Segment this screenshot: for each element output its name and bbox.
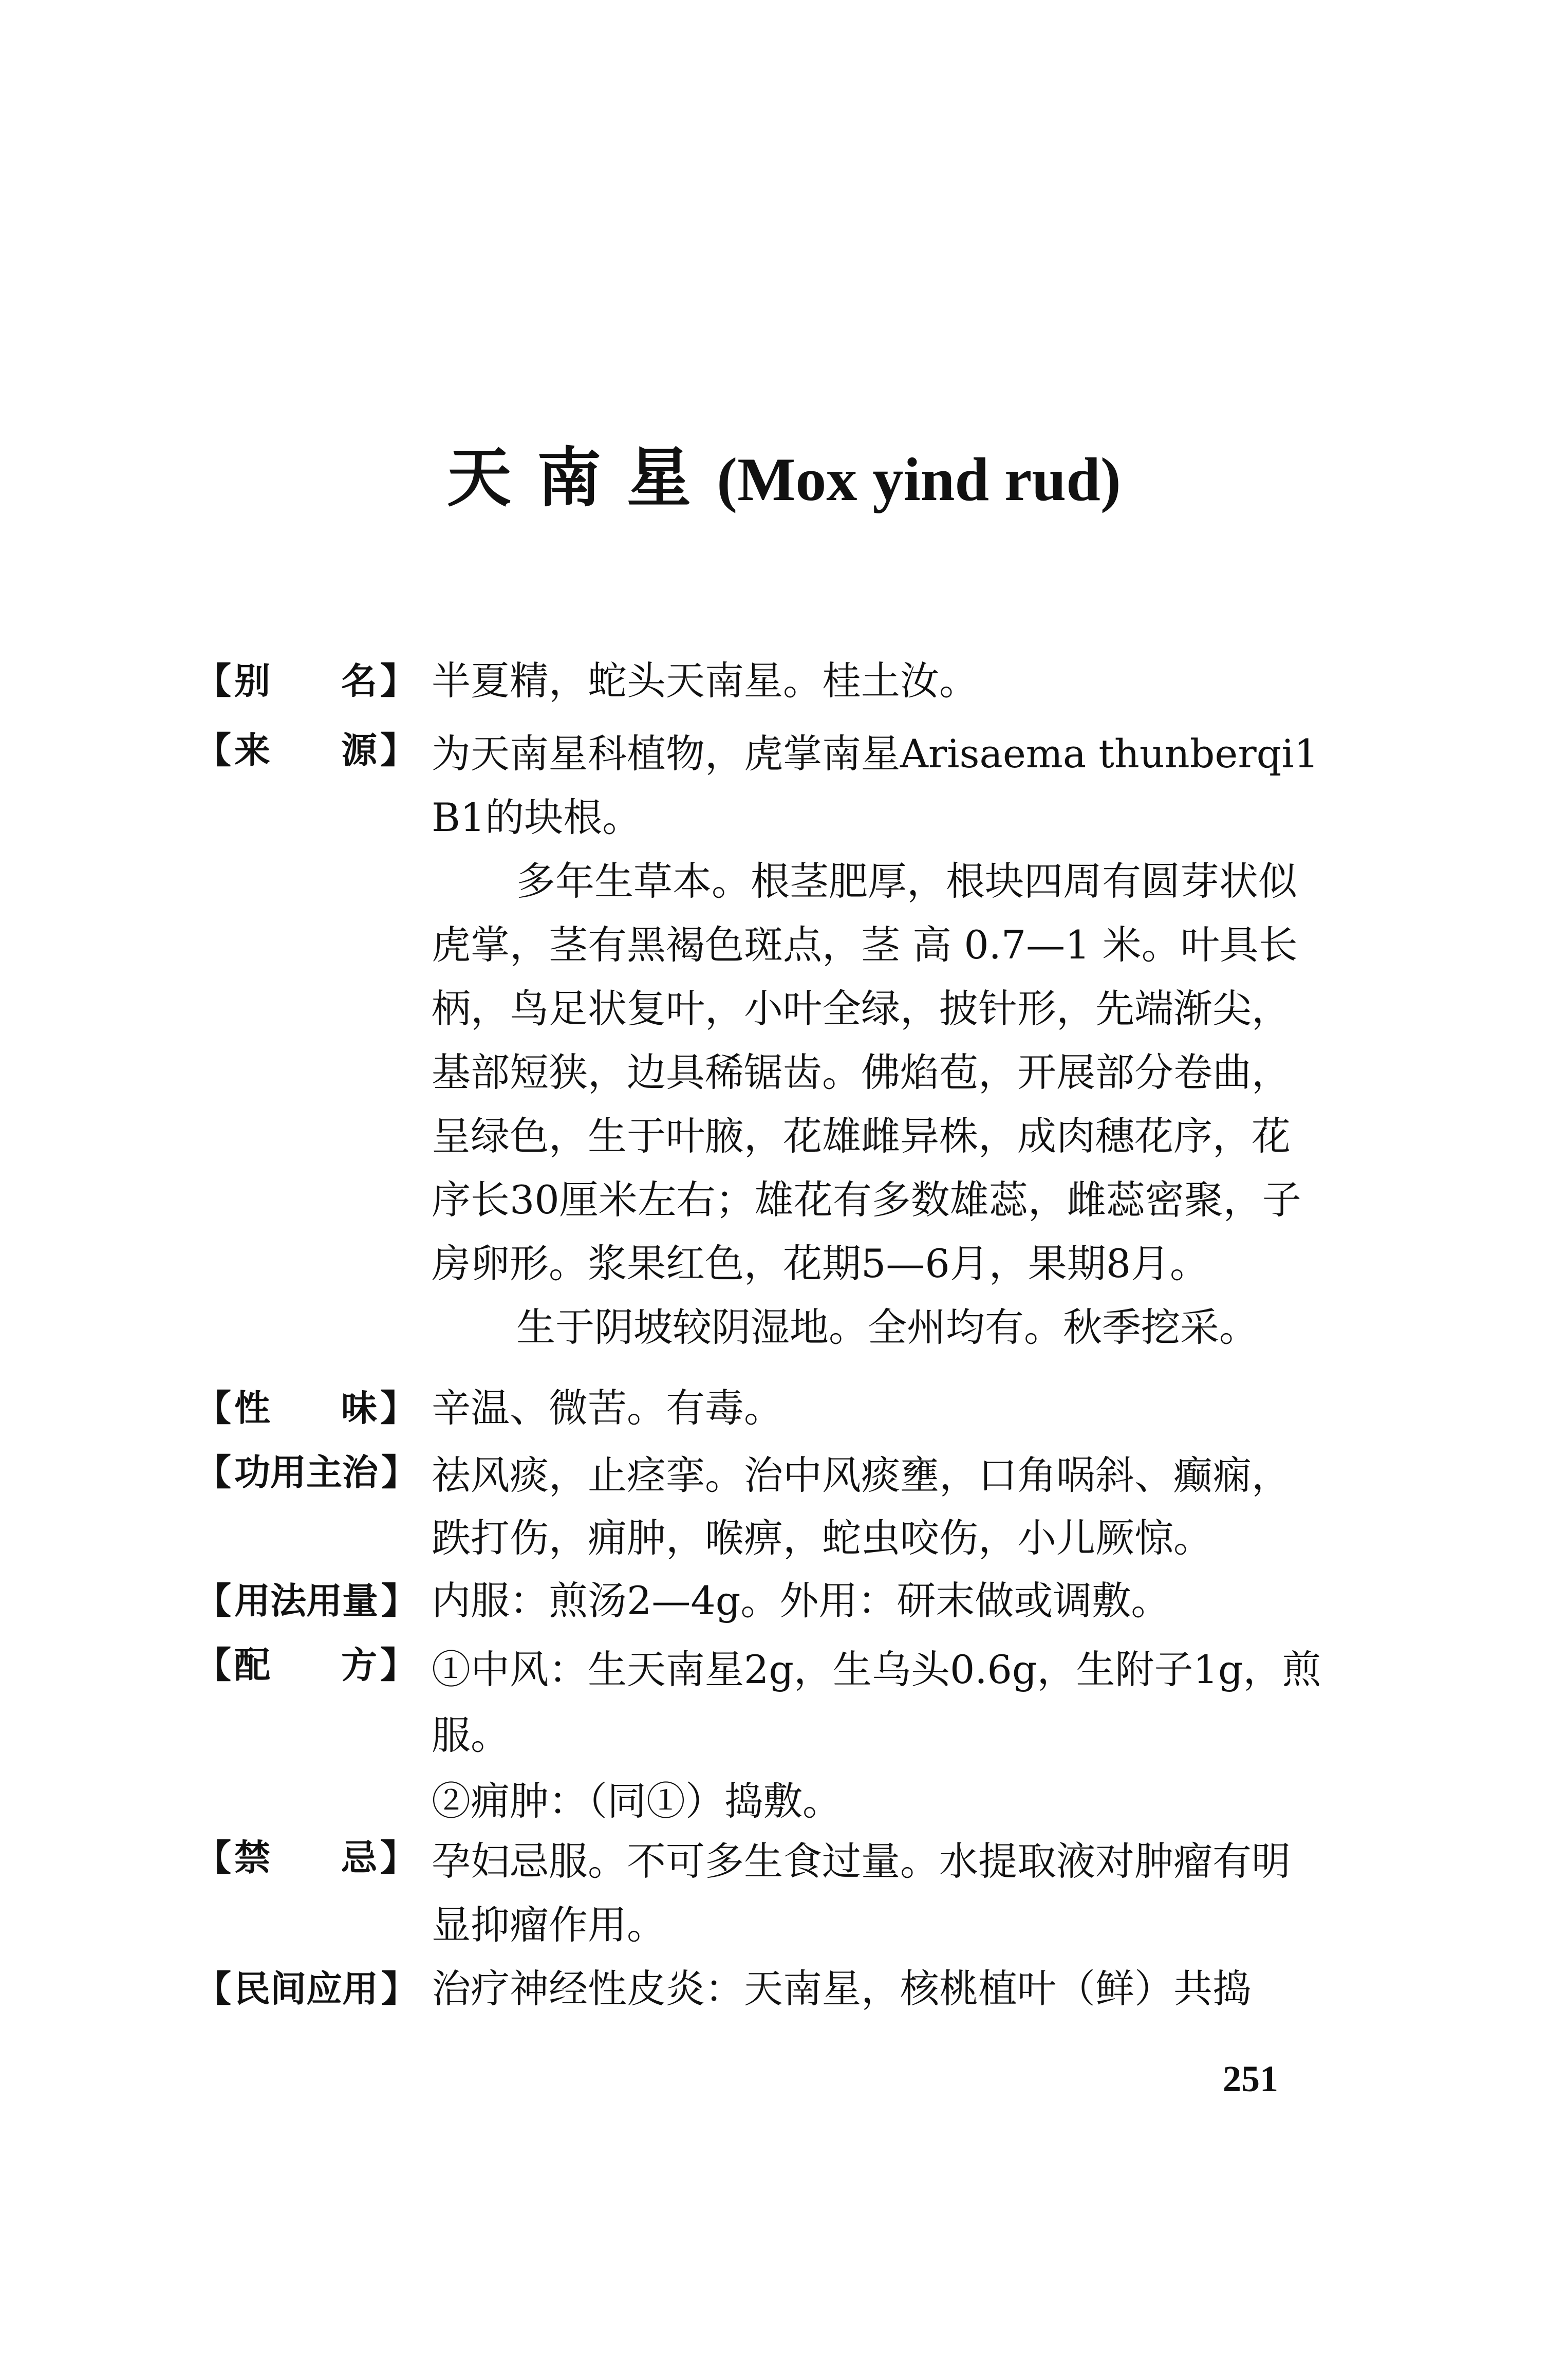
page-number: 251 — [1223, 2058, 1278, 2099]
entry-label: 【 功 用 主 治 】 — [195, 1451, 417, 1493]
entry-label: 【 配 方 】 — [195, 1644, 416, 1686]
text-line: 呈绿色，生于叶腋，花雄雌异株，成肉穗花序，花 — [432, 1113, 1291, 1159]
entry-body — [432, 1380, 1408, 1436]
text-line: 柄，鸟足状复叶，小叶全绿，披针形，先端渐尖， — [432, 986, 1291, 1031]
entry-body — [432, 1444, 1408, 1570]
entry-body — [432, 1637, 1408, 1834]
text-line: 祛风痰，止痉挛。治中风痰壅，口角㖞斜、癫痫， — [432, 1452, 1291, 1498]
text-line: 为天南星科植物，虎掌南星Arisaema thunberqi1 — [432, 731, 1319, 777]
text-line: 服。 — [432, 1712, 510, 1758]
text-line: 跌打伤，痈肿，喉痹，蛇虫咬伤，小儿厥惊。 — [432, 1515, 1212, 1561]
text-line: 辛温、微苦。有毒。 — [432, 1385, 783, 1431]
text-line: 多年生草本。根茎肥厚，根块四周有圆芽状似 — [516, 858, 1297, 904]
entry-label: 【 别 名 】 — [195, 660, 416, 702]
entry-label: 【 禁 忌 】 — [195, 1837, 416, 1879]
entry-body — [432, 1573, 1408, 1629]
entry-body — [432, 1961, 1408, 2017]
text-line: 内服：煎汤2—4g。外用：研末做或调敷。 — [432, 1578, 1170, 1623]
text-line: ①中风：生天南星2g，生乌头0.6g，生附子1g，煎 — [432, 1647, 1321, 1692]
entry-label: 【 来 源 】 — [195, 729, 416, 771]
title-latin: (Mox yind rud) — [717, 445, 1121, 513]
entry-body — [432, 1830, 1408, 1957]
text-line: 半夏精，蛇头天南星。桂土汝。 — [432, 658, 978, 704]
page-title — [0, 437, 1568, 521]
entry-label: 【 用 法 用 量 】 — [195, 1580, 417, 1622]
text-line: 生于阴坡较阴湿地。全州均有。秋季挖采。 — [516, 1304, 1258, 1350]
entry-label: 【 性 味 】 — [195, 1387, 416, 1429]
text-line: 房卵形。浆果红色，花期5—6月，果期8月。 — [432, 1241, 1209, 1286]
text-line: 孕妇忌服。不可多生食过量。水提取液对肿瘤有明 — [432, 1838, 1291, 1884]
entry-body — [432, 653, 1408, 709]
text-line: 虎掌，茎有黑褐色斑点，茎 高 0.7—1 米。叶具长 — [432, 922, 1298, 968]
text-line: 显抑瘤作用。 — [432, 1902, 666, 1948]
text-line: 治疗神经性皮炎：天南星，核桃植叶（鲜）共捣 — [432, 1966, 1252, 2012]
entry-body — [432, 722, 1408, 1359]
text-line: B1的块根。 — [432, 795, 642, 840]
text-line: ②痈肿：（同①）捣敷。 — [432, 1778, 842, 1824]
title-chinese: 天南星 — [447, 441, 717, 515]
entry-label: 【 民 间 应 用 】 — [195, 1968, 417, 2010]
text-line: 基部短狭，边具稀锯齿。佛焰苞，开展部分卷曲， — [432, 1049, 1291, 1095]
text-line: 序长30厘米左右；雄花有多数雄蕊，雌蕊密聚，子 — [432, 1177, 1301, 1223]
